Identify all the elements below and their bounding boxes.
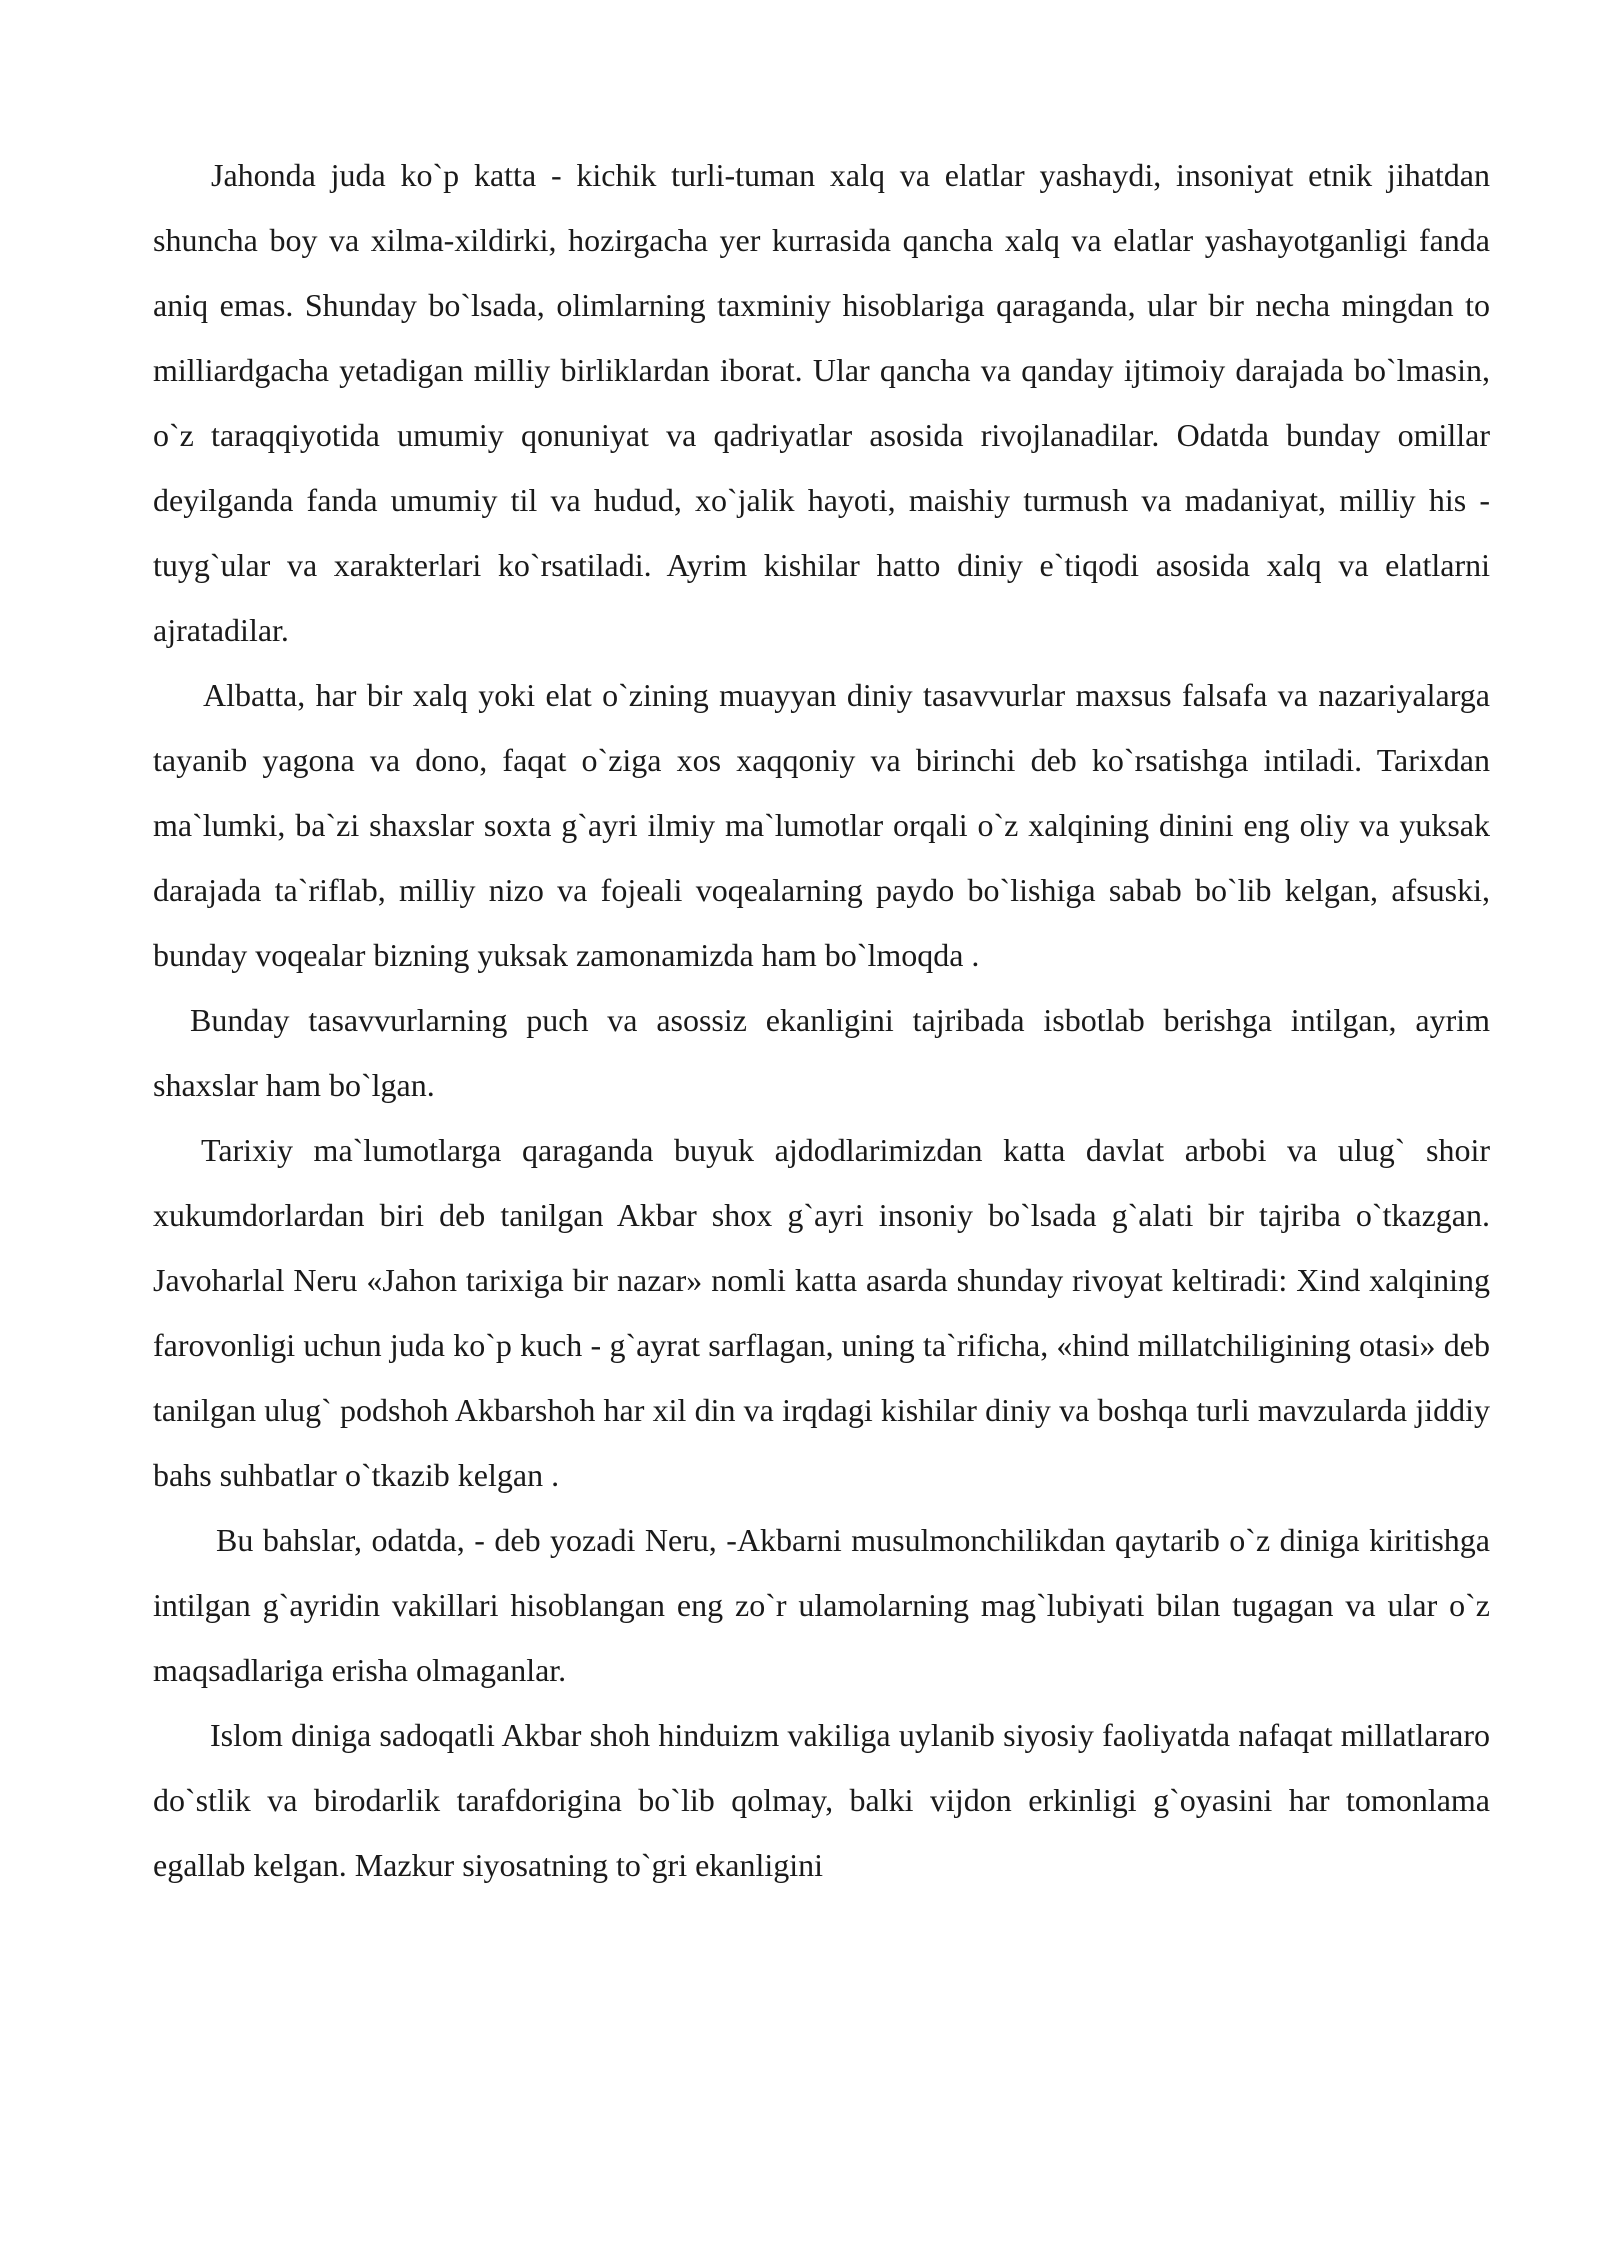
paragraph-6: Islom diniga sadoqatli Akbar shoh hinduizm vakiliga uylanib siyosiy faoliyatda nafaqat millatlararo do`stlik va birodarlik tarafdorigina bo`lib qolmay, balki vijdon erkinligi g`oyasini har tomonlama egallab kelgan. Mazkur siyosatning to`gri ekanligini [153,1717,1490,1883]
paragraph-5: Bu bahslar, odatda, - deb yozadi Neru, -Akbarni musulmonchilikdan qaytarib o`z diniga kiritishga intilgan g`ayridin vakillari hisoblangan eng zo`r ulamolarning mag`lubiyati bilan tugagan va ular o`z maqsadlariga erisha olmaganlar. [153,1522,1490,1688]
paragraph-1: Jahonda juda ko`p katta - kichik turli-tuman xalq va elatlar yashaydi, insoniyat etnik jihatdan shuncha boy va xilma-xildirki, hozirgacha yer kurrasida qancha xalq va elatlar yashayotganligi fanda aniq emas. Shunday bo`lsada, olimlarning taxminiy hisoblariga qaraganda, ular bir necha mingdan to milliardgacha yetadigan milliy birliklardan iborat. Ular qancha va qanday ijtimoiy darajada bo`lmasin, o`z taraqqiyotida umumiy qonuniyat va qadriyatlar asosida rivojlanadilar. Odatda bunday omillar deyilganda fanda umumiy til va hudud, xo`jalik hayoti, maishiy turmush va madaniyat, milliy his - tuyg`ular va xarakterlari ko`rsatiladi. Ayrim kishilar hatto diniy e`tiqodi asosida xalq va elatlarni ajratadilar. [153,157,1490,648]
paragraph-2: Albatta, har bir xalq yoki elat o`zining muayyan diniy tasavvurlar maxsus falsafa va nazariyalarga tayanib yagona va dono, faqat o`ziga xos xaqqoniy va birinchi deb ko`rsatishga intiladi. Tarixdan ma`lumki, ba`zi shaxslar soxta g`ayri ilmiy ma`lumotlar orqali o`z xalqining dinini eng oliy va yuksak darajada ta`riflab, milliy nizo va fojeali voqealarning paydo bo`lishiga sabab bo`lib kelgan, afsuski, bunday voqealar bizning yuksak zamonamizda ham bo`lmoqda . [153,677,1490,973]
paragraph-4: Tarixiy ma`lumotlarga qaraganda buyuk ajdodlarimizdan katta davlat arbobi va ulug` shoir xukumdorlardan biri deb tanilgan Akbar shox g`ayri insoniy bo`lsada g`alati bir tajriba o`tkazgan. Javoharlal Neru «Jahon tarixiga bir nazar» nomli katta asarda shunday rivoyat keltiradi: Xind xalqining farovonligi uchun juda ko`p kuch - g`ayrat sarflagan, uning ta`rificha, «hind millatchiligining otasi» deb tanilgan ulug` podshoh Akbarshoh har xil din va irqdagi kishilar diniy va boshqa turli mavzularda jiddiy bahs suhbatlar o`tkazib kelgan . [153,1132,1490,1493]
paragraph-3: Bunday tasavvurlarning puch va asossiz ekanligini tajribada isbotlab berishga intilgan, ayrim shaxslar ham bo`lgan. [153,1002,1490,1103]
document-body [153,143,1490,1898]
